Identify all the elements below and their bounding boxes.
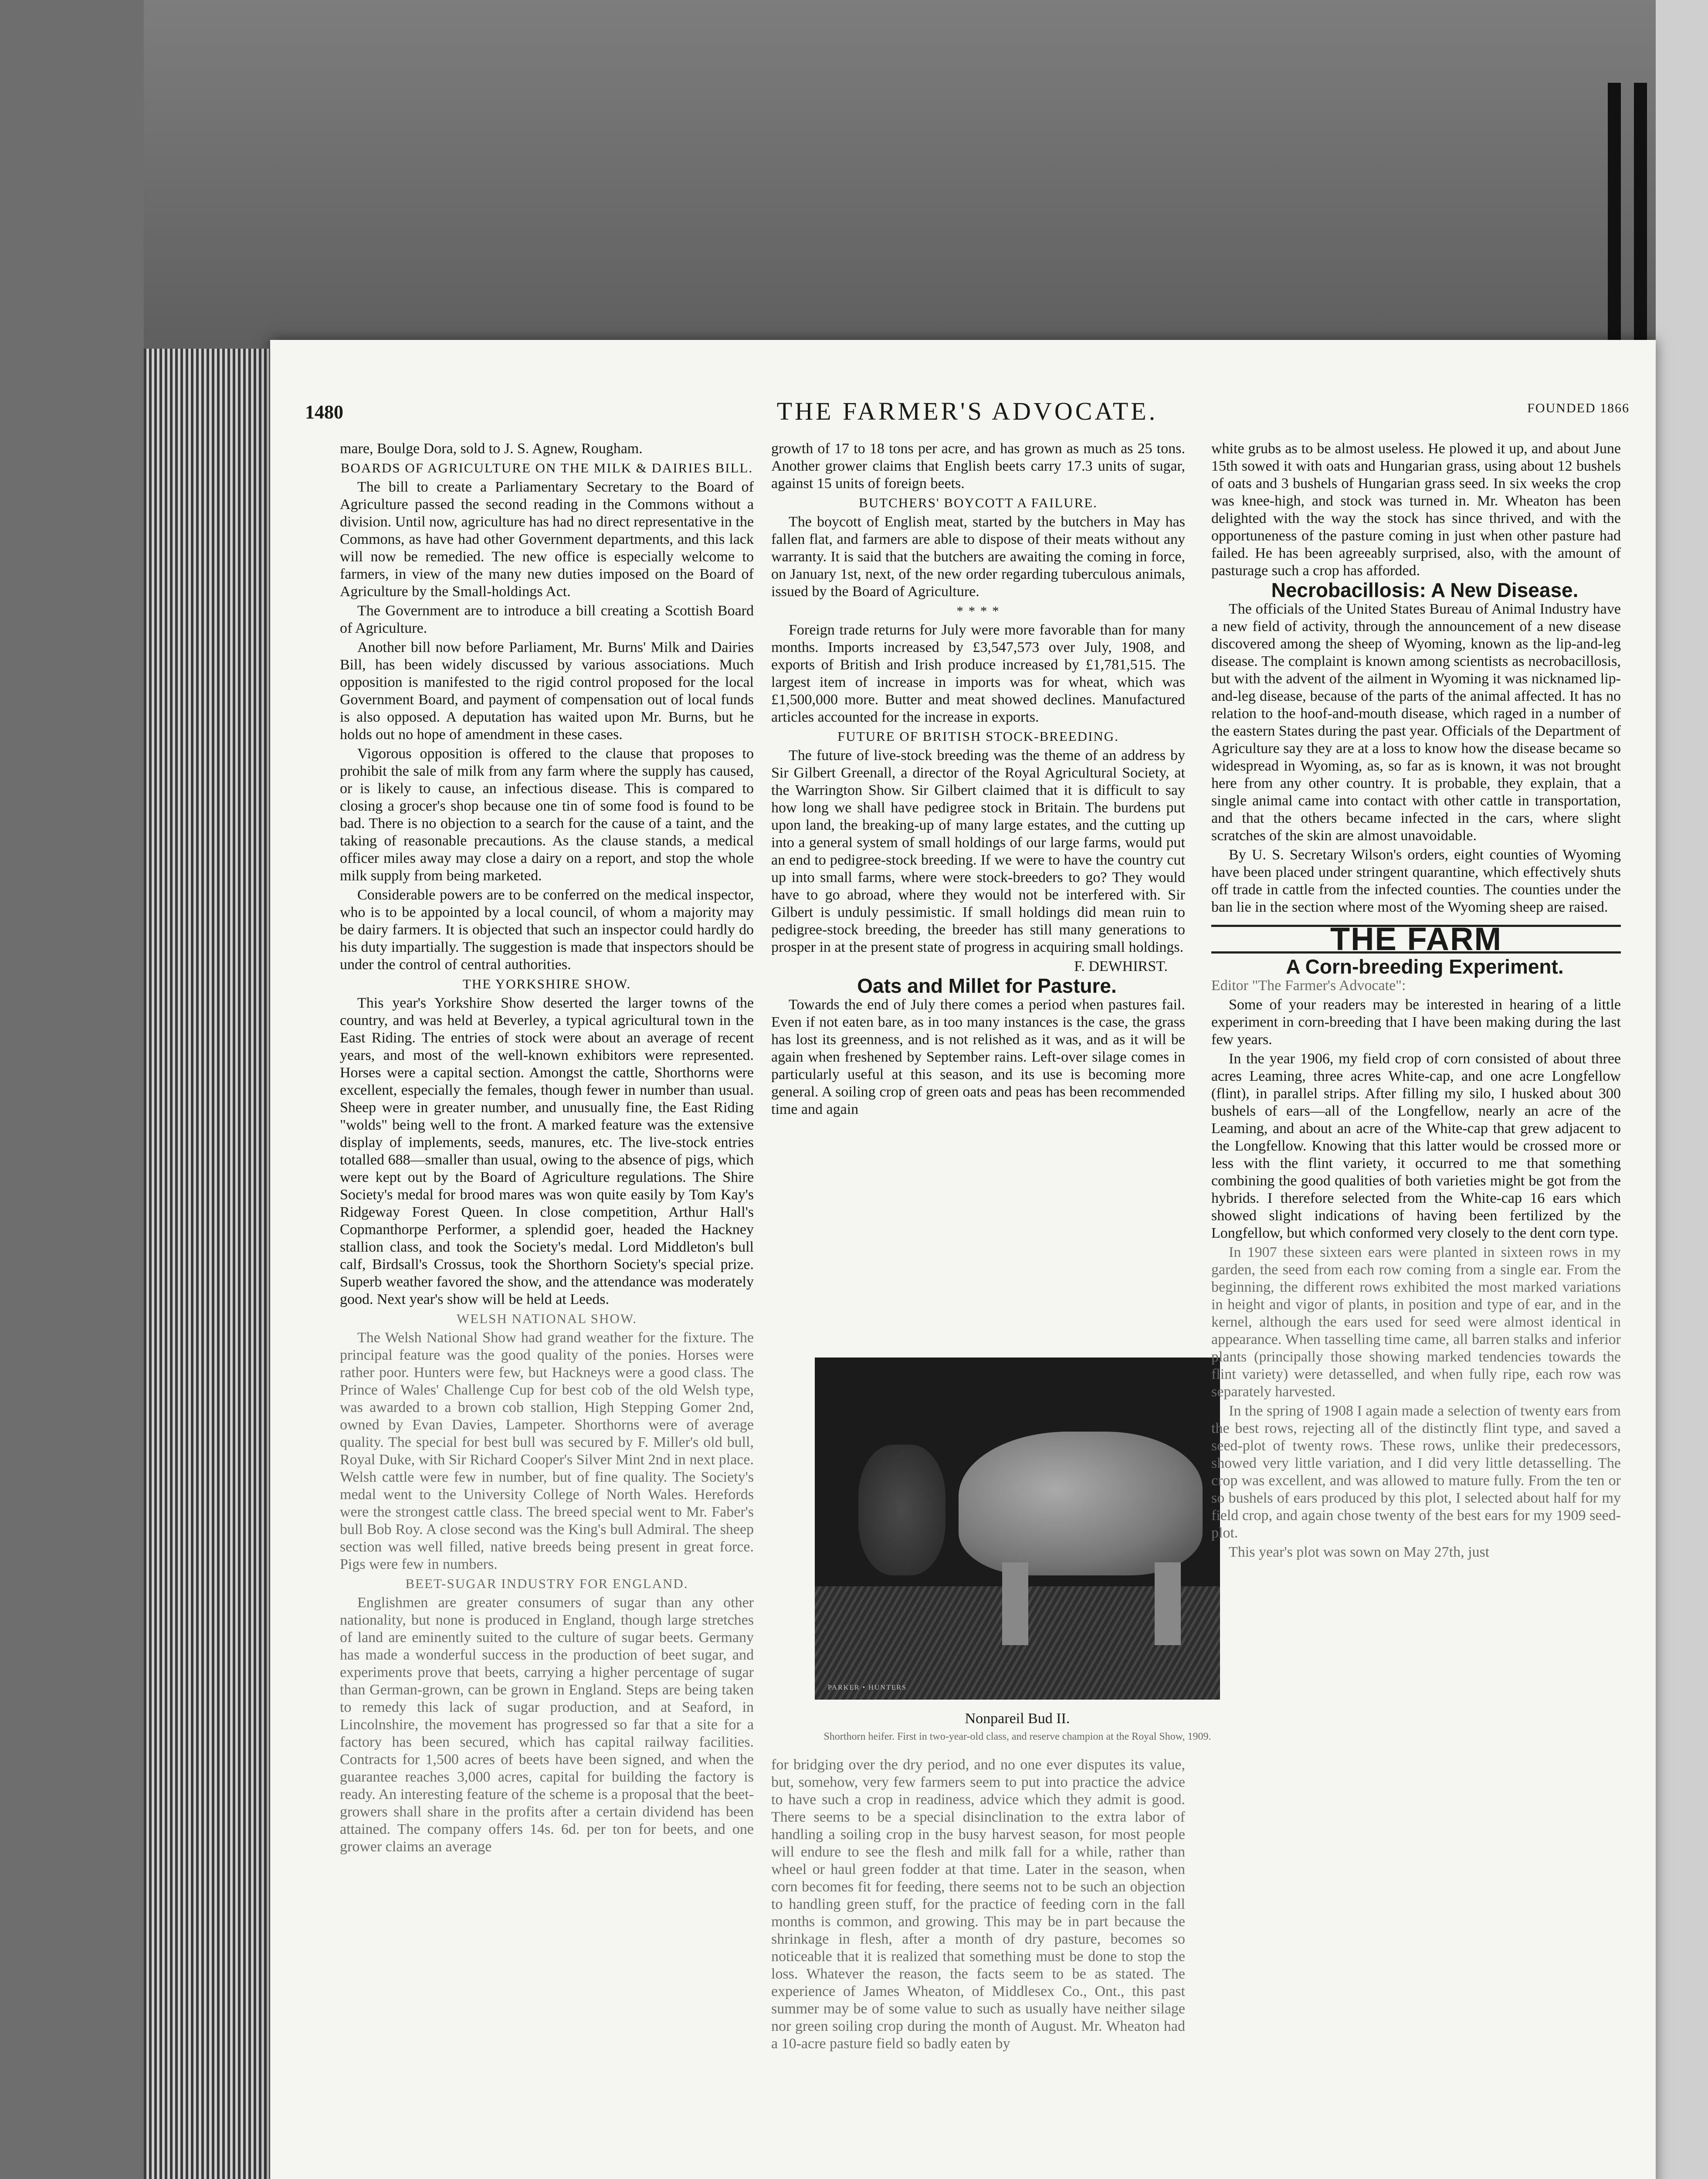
section-heading: WELSH NATIONAL SHOW. — [457, 1311, 637, 1326]
paragraph: The future of live-stock breeding was the theme of an address by Sir Gilbert Greenall, a director of the Royal Agricultural Society, at the Warrington Show. Sir Gilbert claimed that it is difficult to say how long we shall have pedigree stock in Britain. The burdens put upon land, the breaking-up of many large estates, and the cutting up into a general system of small holdings of our large farms, would put an end to pedigree-stock breeding. If we were to have the country cut up into small farms, where were stock-breeders to go? They would have to go abroad, where they would not be interfered with. Sir Gilbert is unduly pessimistic. If small holdings did mean ruin to pedigree-stock breeding, the breeder has still many generations to prosper in at the present state of progress in acquiring small holdings. — [771, 747, 1185, 955]
article-heading: A Corn-breeding Experiment. — [1286, 955, 1564, 978]
paragraph: This year's Yorkshire Show deserted the larger towns of the country, and was held at Beverley, a typical agricultural town in the East Riding. The entries of stock were about an average of recent years, and most of the well-known exhibitors were represented. Horses were a capital section. Amongst the cattle, Shorthorns were excellent, especially the females, though fewer in number than usual. Sheep were in greater number, and unusually fine, the East Riding "wolds" being well to the front. A marked feature was the extensive display of implements, seeds, manures, etc. The live-stock entries totalled 688—smaller than usual, owing to the absence of pigs, which were kept out by the Board of Agriculture regulations. The Shire Society's medal for brood mares was won quite easily by Tom Kay's Ridgeway Forest Queen. In close competition, Arthur Hall's Copmanthorpe Performer, a splendid goer, headed the Hackney stallion class, and took the Society's medal. Lord Middleton's bull calf, Birdsall's Crossus, took the Shorthorn Society's special prize. Superb weather favored the show, and the attendance was moderately good. Next year's show will be held at Leeds. — [340, 995, 754, 1307]
paragraph: By U. S. Secretary Wilson's orders, eight counties of Wyoming have been placed under stringent quarantine, which effectively shuts off trade in cattle from the infected counties. The counties under the ban lie in the section where most of the Wyoming sheep are raised. — [1211, 847, 1621, 915]
photo-credit: PARKER • HUNTERS — [828, 1684, 907, 1691]
paragraph: Englishmen are greater consumers of sugar than any other nationality, but none is produced in England, though large stretches of land are eminently suited to the culture of sugar beets. Germany has made a wonderful success in the production of beet sugar, and experiments prove that beets, carrying a higher percentage of sugar than German-grown, can be grown in England. Steps are being taken to remedy this lack of sugar production, and at Seaford, in Lincolnshire, the movement has progressed so far that a site for a factory has been secured, which has capital railway facilities. Contracts for 1,500 acres of beets have been signed, and when the guarantee reaches 3,000 acres, capital for building the factory is ready. An interesting feature of the scheme is a proposal that the beet-growers shall share in the profits after a certain dividend has been attained. The company offers 14s. 6d. per ton for beets, and one grower claims an average — [340, 1595, 754, 1855]
background-left — [0, 0, 144, 2179]
cattle-photograph — [815, 1358, 1220, 1700]
book-page-edges — [144, 349, 273, 2179]
publication-title: THE FARMER'S ADVOCATE. — [776, 397, 1158, 425]
photo-handler — [858, 1445, 946, 1575]
section-heading: BUTCHERS' BOYCOTT A FAILURE. — [859, 495, 1098, 510]
photo-heifer-leg — [1002, 1562, 1028, 1645]
paragraph: Towards the end of July there comes a period when pastures fail. Even if not eaten bare, as in too many instances is the case, the grass has lost its greenness, and is not relished as it was, and as it will be again when freshened by September rains. Left-over silage comes in particularly useful at this season, and its use is becoming more general. A soiling crop of green oats and peas has been recommended time and again — [771, 997, 1185, 1117]
column-3 — [1211, 440, 1621, 2179]
paragraph: mare, Boulge Dora, sold to J. S. Agnew, Rougham. — [340, 441, 643, 457]
paragraph: Vigorous opposition is offered to the clause that proposes to prohibit the sale of milk from any farm where the supply has caused, or is likely to cause, an infectious disease. This is compared to closing a grocer's shop because one tin of some food is found to be bad. There is no objection to a search for the cause of a taint, and the taking of reasonable precautions. As the clause stands, a medical officer miles away may close a dairy on a report, and stop the whole milk supply from being marketed. — [340, 746, 754, 884]
paragraph: for bridging over the dry period, and no one ever disputes its value, but, somehow, very few farmers seem to put into practice the advice to have such a crop in readiness, advice which they admit is good. There seems to be a special disinclination to the extra labor of handling a soiling crop in the busy harvest season, for most people will endure to see the flesh and milk fall for a while, rather than wheel or haul green fodder at that time. Later in the season, when corn becomes fit for feeding, there seems not to be such an objection to handling green stuff, for the practice of feeding corn in the fall months is common, and growing. This may be in part because the shrinkage in flesh, after a month of dry pasture, becomes so noticeable that it is realized that something must be done to stop the loss. Whatever the reason, the facts seem to be as stated. The experience of James Wheaton, of Middlesex Co., Ont., this past summer may be of some value to such as usually have neither silage nor green soiling crop during the month of August. Mr. Wheaton had a 10-acre pasture field so badly eaten by — [771, 1757, 1185, 2052]
paragraph: This year's plot was sown on May 27th, just — [1229, 1544, 1490, 1560]
paragraph: white grubs as to be almost useless. He plowed it up, and about June 15th sowed it with oats and Hungarian grass, using about 12 bushels of oats and 3 bushels of Hungarian grass seed. In six weeks the crop was knee-high, and stock was turned in. Mr. Wheaton has been delighted with the way the stock has since thrived, and with the opportuneness of the pasture coming in just when other pasture had failed. He has been agreeably surprised, also, with the amount of pasturage such a crop has afforded. — [1211, 441, 1621, 579]
section-banner: THE FARM — [1211, 925, 1621, 954]
paragraph: The Welsh National Show had grand weather for the fixture. The principal feature was the good quality of the ponies. Horses were rather poor. Hunters were few, but Hackneys were a good class. The Prince of Wales' Challenge Cup for best cob of the old Welsh type, was awarded to a brown cob stallion, High Stepping Gomer 2nd, owned by Evan Davies, Lampeter. Shorthorns were of average quality. The special for best bull was secured by F. Miller's old bull, Royal Duke, with Sir Richard Cooper's Silver Mint 2nd in next place. Welsh cattle were few in number, but of fine quality. The Society's medal went to the University College of North Wales. Herefords were the strongest cattle class. The breed special went to Mr. Faber's bull Bob Roy. A close second was the King's bull Admiral. The sheep section was well filled, native breeds being present in great force. Pigs were few in numbers. — [340, 1330, 754, 1572]
background-top — [0, 0, 1708, 357]
section-heading: THE YORKSHIRE SHOW. — [462, 976, 631, 991]
column-1 — [340, 440, 754, 2179]
section-heading: BOARDS OF AGRICULTURE ON THE MILK & DAIRIES BILL. — [340, 460, 753, 475]
article-heading: Oats and Millet for Pasture. — [857, 974, 1117, 997]
paragraph: Considerable powers are to be conferred on the medical inspector, who is to be appointed by a local council, of whom a majority may be dairy farmers. It is objected that such an inspector could hardly do his duty impartially. The suggestion is made that inspectors should be under the control of central authorities. — [340, 887, 754, 973]
founded-line: FOUNDED 1866 — [1527, 401, 1630, 415]
signature: F. DEWHIRST. — [1074, 958, 1168, 974]
running-header — [305, 397, 1630, 427]
paragraph: Some of your readers may be interested in hearing of a little experiment in corn-breeding that I have been making during the last few years. — [1211, 997, 1621, 1048]
paragraph: Foreign trade returns for July were more favorable than for many months. Imports increased by £3,547,573 over July, 1908, and exports of British and Irish produce increased by £1,781,515. The largest item of increase in imports was for wheat, which was £1,500,000 more. Butter and meat showed declines. Manufactured articles accounted for the increase in exports. — [771, 622, 1185, 725]
photo-caption: Nonpareil Bud II. — [965, 1711, 1070, 1727]
photo-subcaption: Shorthorn heifer. First in two-year-old class, and reserve champion at the Royal Show, 1909. — [824, 1731, 1211, 1742]
paragraph: In the spring of 1908 I again made a selection of twenty ears from the best rows, rejecting all of the distinctly flint type, and saved a seed-plot of twenty rows. These rows, unlike their predecessors, showed very little variation, and I did very little detasselling. The crop was excellent, and was allowed to mature fully. From the ten or so bushels of ears produced by this plot, I selected about half for my field crop, and again chose twenty of the best ears for my 1909 seed-plot. — [1211, 1403, 1621, 1541]
page-number: 1480 — [305, 401, 343, 423]
photo-heifer-leg — [1155, 1562, 1181, 1645]
column-2-top — [771, 440, 1185, 1117]
paragraph: In the year 1906, my field crop of corn consisted of about three acres Leaming, three acres White-cap, and one acre Longfellow (flint), in parallel strips. After filling my silo, I husked about 300 bushels of ears—all of the Longfellow, nearly an acre of the Leaming, and about an acre of the White-cap that grew adjacent to the Longfellow. Knowing that this latter would be crossed more or less with the flint variety, it occurred to me that something combining the good qualities of both varieties might be got from the hybrids. I therefore selected from the White-cap 16 ears which showed slight indications of having been fertilized by the Longfellow, but which conformed very closely to the dent corn type. — [1211, 1051, 1621, 1241]
paragraph: The bill to create a Parliamentary Secretary to the Board of Agriculture passed the second reading in the Commons without a division. Until now, agriculture has had no direct representative in the Commons, as have had other Government departments, and this lack will now be remedied. The new office is especially welcome to farmers, in view of the many new duties imposed on the Board of Agriculture by the Small-holdings Act. — [340, 479, 754, 600]
article-heading: Necrobacillosis: A New Disease. — [1271, 579, 1579, 601]
background-right — [1656, 0, 1708, 2179]
paragraph: The boycott of English meat, started by the butchers in May has fallen flat, and farmers are able to dispose of their meats without any warranty. It is said that the butchers are awaiting the coming in force, on January 1st, next, of the new order regarding tuberculous animals, issued by the Board of Agriculture. — [771, 514, 1185, 600]
section-heading: BEET-SUGAR INDUSTRY FOR ENGLAND. — [405, 1576, 688, 1591]
editor-line: Editor "The Farmer's Advocate": — [1211, 977, 1406, 994]
photo-heifer — [959, 1432, 1203, 1575]
paragraph: The officials of the United States Bureau of Animal Industry have a new field of activity, through the announcement of a new disease discovered among the sheep of Wyoming, known as the lip-and-leg disease. The complaint is known among scientists as necrobacillosis, but with the advent of the ailment in Wyoming it was nicknamed lip-and-leg disease, because of the parts of the animal affected. It has no relation to the hoof-and-mouth disease, which raged in a number of the eastern States during the past year. Officials of the Department of Agriculture say they are at a loss to know how the disease became so widespread in Wyoming, as, so far as is known, it was not brought here from any other country. It is probable, they explain, that a single animal came into contact with other cattle in transportation, and that the others became infected in the cars, where slight scratches of the skin are almost unavoidable. — [1211, 601, 1621, 844]
paragraph: In 1907 these sixteen ears were planted in sixteen rows in my garden, the seed from each row coming from a single ear. From the beginning, the different rows exhibited the most marked variations in height and vigor of plants, in position and type of ear, and in the kernel, although the ears used for seed were almost identical in appearance. When tasselling time came, all barren stalks and inferior plants (principally those showing marked tendencies towards the flint variety) were detasselled, and when fully ripe, each row was separately harvested. — [1211, 1244, 1621, 1400]
column-2-bottom — [771, 1756, 1185, 2179]
section-heading: FUTURE OF BRITISH STOCK-BREEDING. — [837, 729, 1119, 744]
paragraph: The Government are to introduce a bill creating a Scottish Board of Agriculture. — [340, 603, 754, 636]
paragraph: Another bill now before Parliament, Mr. Burns' Milk and Dairies Bill, has been widely discussed by various associations. Much opposition is manifested to the rigid control proposed for the local Government Board, and payment of compensation out of local funds is also opposed. A deputation has waited upon Mr. Burns, but he holds out no hope of amendment in these cases. — [340, 639, 754, 743]
paragraph: growth of 17 to 18 tons per acre, and has grown as much as 25 tons. Another grower claims that English beets carry 17.3 units of sugar, against 15 units of foreign beets. — [771, 441, 1185, 492]
newspaper-page — [270, 340, 1656, 2179]
separator-stars: * * * * — [956, 603, 1000, 618]
